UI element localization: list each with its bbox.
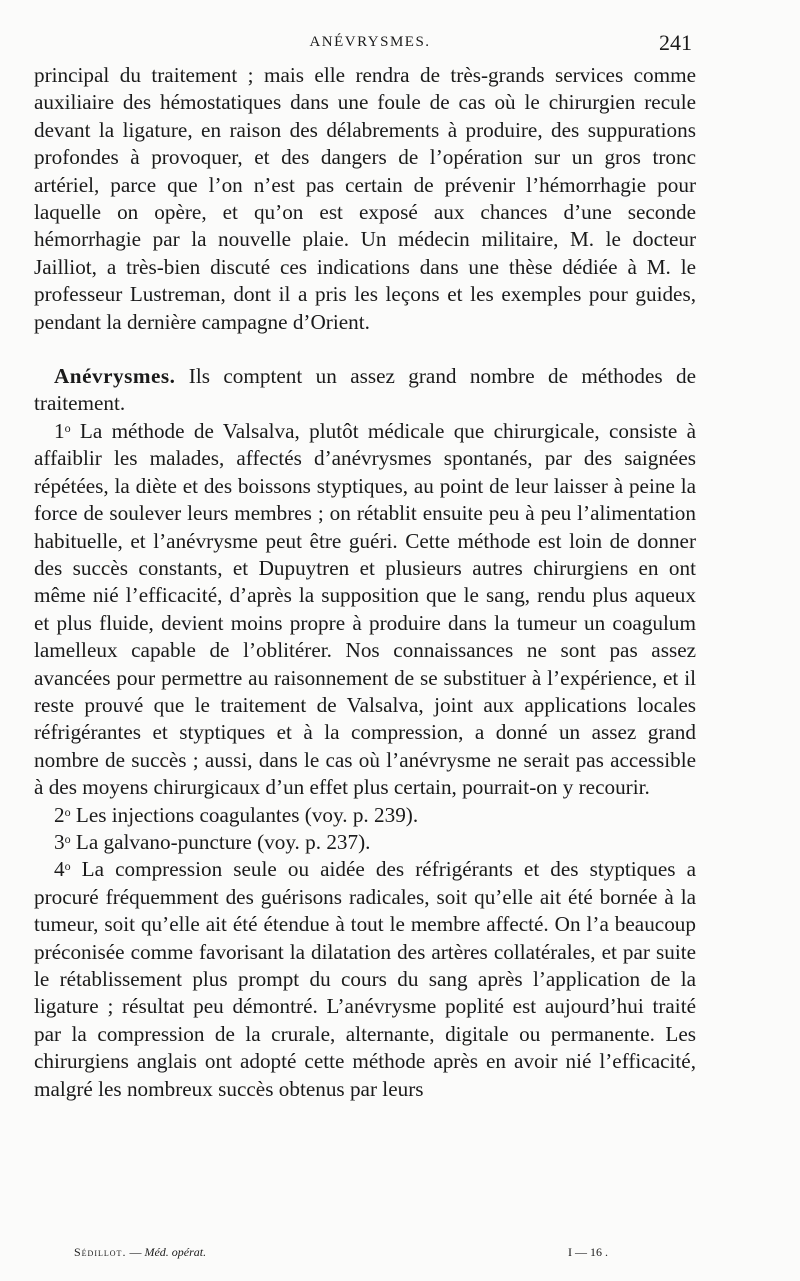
paragraph-continuation: principal du traitement ; mais elle rendra de très-grands services comme auxiliaire des hémostatiques dans une foule de cas où le chirurgien recule devant la ligature, en raison des délabrements à produire, des suppurations profondes à provoquer, et des dangers de l’opération sur un gros tronc artériel, parce que l’on n’est pas certain de prévenir l’hémorrhagie pour laquelle on opère, et qu’on est exposé aux chances d’une seconde hémorrhagie par la nouvelle plaie. Un médecin militaire, M. le docteur Jailliot, a très-bien discuté ces indications dans une thèse dédiée à M. le professeur Lustreman, dont il a pris les leçons et les exemples pour guides, pendant la dernière campagne d’Orient. bbox=[34, 63, 696, 334]
section-paragraph bbox=[34, 363, 696, 418]
item-number: 4 bbox=[54, 857, 65, 882]
item-text: La compression seule ou aidée des réfrigérants et des styptiques a procuré fréquemment des guérisons radicales, soit qu’elle ait été bornée à la tumeur, soit qu’elle ait été étendue à tout le membre affecté. On l’a beaucoup préconisée comme favorisant la dilatation des artères collatérales, et par suite le rétablissement plus prompt du cours du sang après l’application de la ligature ; résultat peu démontré. L’anévrysme poplité est aujourd’hui traité par la compression de la crurale, alternante, digitale ou permanente. Les chirurgiens anglais ont adopté cette méthode après en avoir nié l’efficacité, malgré les nombreux succès obtenus par leurs bbox=[34, 857, 696, 1101]
signature-mark: I — 16 . bbox=[568, 1245, 608, 1259]
page-number: 241 bbox=[659, 30, 692, 55]
body-text bbox=[34, 62, 696, 1103]
ordinal-mark: o bbox=[64, 831, 71, 846]
list-item-1 bbox=[34, 418, 696, 802]
ordinal-mark: o bbox=[64, 859, 71, 874]
footer-author: Sédillot. bbox=[74, 1245, 127, 1259]
section-intro: Ils comptent un assez grand nombre de méthodes de traitement. bbox=[34, 364, 696, 416]
list-item-2 bbox=[34, 802, 696, 829]
section-heading: Anévrysmes. bbox=[54, 364, 176, 389]
item-text: La méthode de Valsalva, plutôt médicale que chirurgicale, consiste à affaiblir les malades, affectés d’anévrysmes spontanés, par des saignées répétées, la diète et des boissons styptiques, au point de leur laisser à peine la force de soulever leurs membres ; on rétablit ensuite peu à peu l’alimentation habituelle, et l’anévrysme peut être guéri. Cette méthode est loin de donner des succès constants, et Dupuytren et plusieurs autres chirurgiens en ont même nié l’efficacité, d’après la supposition que le sang, rendu plus aqueux et plus fluide, devient moins propre à produire dans la tumeur un coagulum lamelleux capable de l’oblitérer. Nos connaissances ne sont pas assez avancées pour permettre au raisonnement de se substituer à l’expérience, et il reste prouvé que le traitement de Valsalva, joint aux applications locales réfrigérantes et styptiques et à la compression, a donné un assez grand nombre de succès ; aussi, dans le cas où l’anévrysme ne serait pas accessible à des moyens chirurgicaux d’un effet plus certain, pourrait-on y recourir. bbox=[34, 418, 696, 800]
item-text: La galvano-puncture (voy. p. 237). bbox=[70, 829, 371, 854]
item-number: 1 bbox=[54, 418, 65, 443]
item-number: 2 bbox=[54, 802, 65, 827]
footer-work-title: Méd. opérat. bbox=[144, 1245, 207, 1259]
item-number: 3 bbox=[54, 829, 65, 854]
page-footer bbox=[0, 1245, 800, 1265]
list-item-3 bbox=[34, 829, 696, 856]
list-item-4 bbox=[34, 856, 696, 1103]
running-title: ANÉVRYSMES. bbox=[309, 34, 431, 50]
ordinal-mark: o bbox=[64, 804, 71, 819]
footer-citation bbox=[74, 1245, 206, 1260]
footer-dash: — bbox=[126, 1245, 145, 1259]
running-header bbox=[0, 30, 800, 60]
ordinal-mark: o bbox=[64, 420, 71, 435]
item-text: Les injections coagulantes (voy. p. 239). bbox=[70, 802, 419, 827]
